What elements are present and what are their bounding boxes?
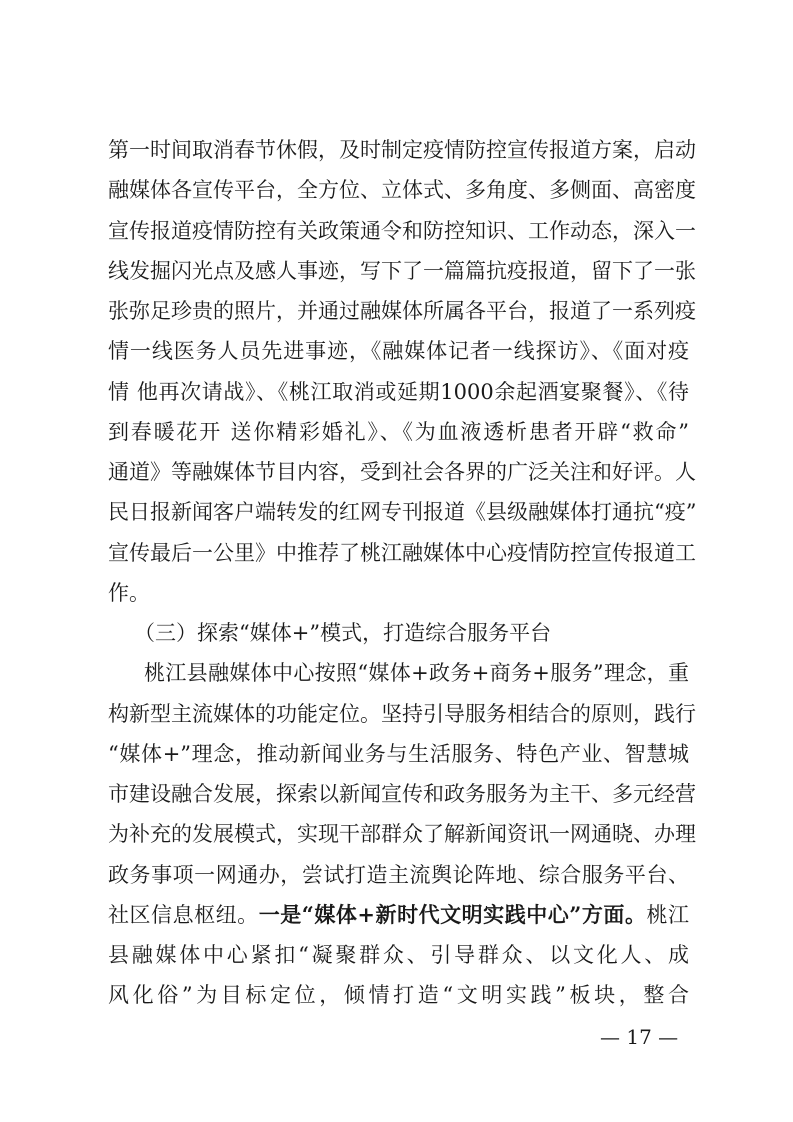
line-text: 社区信息枢纽。 bbox=[108, 902, 259, 927]
bold-lead-phrase: 一是“媒体+新时代文明实践中心”方面。 bbox=[258, 901, 647, 927]
text-line bbox=[108, 372, 689, 412]
line-text: 情一线医务人员先进事迹，《融媒体记者一线探访》、《面对疫 bbox=[108, 339, 689, 364]
line-text: 构新型主流媒体的功能定位。坚持引导服务相结合的原则，践行 bbox=[108, 701, 696, 726]
line-text: 作。 bbox=[108, 580, 150, 605]
line-text: “媒体+”理念，推动新闻业务与生活服务、特色产业、智慧城 bbox=[108, 741, 689, 766]
text-line bbox=[108, 975, 689, 1015]
line-text: 市建设融合发展，探索以新闻宣传和政务服务为主干、多元经营 bbox=[108, 782, 696, 806]
text-line bbox=[108, 694, 696, 734]
text-line bbox=[108, 855, 689, 895]
text-line bbox=[108, 412, 689, 452]
text-line bbox=[108, 211, 696, 251]
text-line bbox=[108, 492, 697, 532]
line-text: 宣传最后一公里》中推荐了桃江融媒体中心疫情防控宣传报道工 bbox=[108, 540, 696, 565]
document-body bbox=[108, 130, 697, 1016]
line-text: 线发掘闪光点及感人事迹，写下了一篇篇抗疫报道，留下了一张 bbox=[108, 258, 696, 283]
text-line bbox=[108, 130, 696, 170]
text-line bbox=[108, 533, 696, 573]
text-line bbox=[108, 251, 696, 291]
line-text: 通道》等融媒体节目内容，受到社会各界的广泛关注和好评。人 bbox=[108, 460, 696, 484]
text-line bbox=[108, 774, 696, 814]
text-line bbox=[108, 331, 689, 371]
line-text: 宣传报道疫情防控有关政策通令和防控知识、工作动态，深入一 bbox=[108, 218, 696, 243]
text-line bbox=[108, 653, 689, 693]
text-line bbox=[108, 734, 689, 774]
text-line bbox=[108, 170, 696, 210]
line-text: 情 他再次请战》、《桃江取消或延期1000余起酒宴聚餐》、《待 bbox=[108, 379, 689, 404]
line-text: 政务事项一网通办，尝试打造主流舆论阵地、综合服务平台、 bbox=[108, 862, 689, 887]
line-text: 民日报新闻客户端转发的红网专刊报道《县级融媒体打通抗“疫” bbox=[108, 500, 697, 525]
text-line bbox=[108, 452, 696, 492]
line-text: 县融媒体中心紧扣“凝聚群众、引导群众、以文化人、成 bbox=[108, 943, 689, 967]
line-text: 到春暖花开 送你精彩婚礼》、《为血液透析患者开辟“救命” bbox=[108, 419, 689, 444]
text-line bbox=[108, 291, 696, 331]
line-text: 融媒体各宣传平台，全方位、立体式、多角度、多侧面、高密度 bbox=[108, 178, 696, 203]
line-text: 为补充的发展模式，实现干部群众了解新闻资讯一网通晓、办理 bbox=[108, 822, 696, 847]
text-line bbox=[108, 573, 689, 613]
page-number: — 17 — bbox=[600, 1025, 679, 1049]
text-line bbox=[108, 895, 689, 935]
text-line bbox=[108, 935, 689, 975]
section-heading bbox=[108, 613, 689, 653]
line-text: 风化俗”为目标定位，倾情打造“文明实践”板块，整合 bbox=[108, 983, 689, 1008]
line-text-after: 桃江 bbox=[646, 902, 690, 927]
line-text: 第一时间取消春节休假，及时制定疫情防控宣传报道方案，启动 bbox=[108, 138, 696, 162]
line-text: 桃江县融媒体中心按照“媒体+政务+商务+服务”理念，重 bbox=[144, 661, 689, 686]
line-text: （三）探索“媒体+”模式，打造综合服务平台 bbox=[134, 621, 552, 645]
line-text: 张弥足珍贵的照片，并通过融媒体所属各平台，报道了一系列疫 bbox=[108, 299, 696, 323]
text-line bbox=[108, 814, 696, 854]
